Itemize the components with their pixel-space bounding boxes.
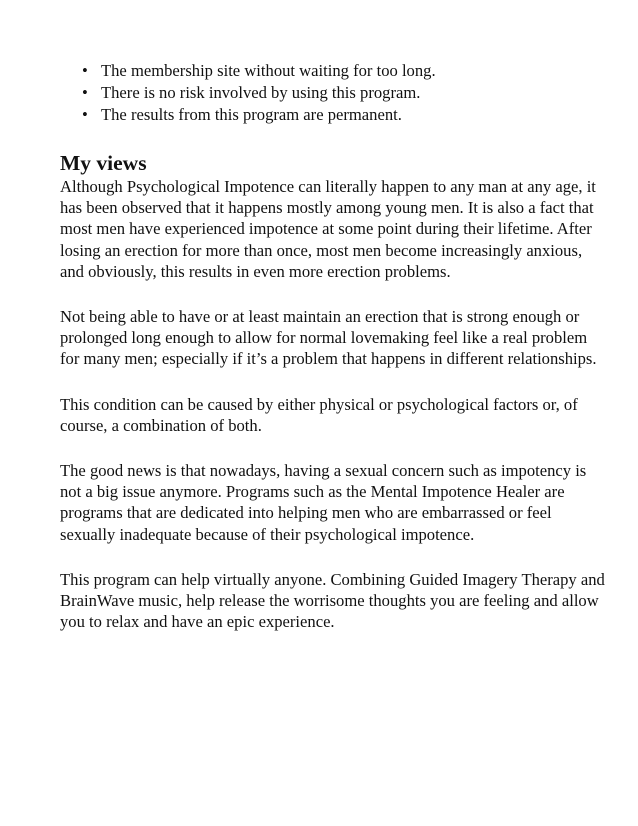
paragraph: This program can help virtually anyone. Combining Guided Imagery Therapy and BrainWave music, help release the worrisome thoughts you are feeling and allow you to relax and have an epic experience. bbox=[60, 569, 605, 632]
benefits-list bbox=[82, 60, 605, 126]
list-item: • The results from this program are permanent. bbox=[82, 104, 605, 126]
section-heading: My views bbox=[60, 151, 147, 175]
paragraph: The good news is that nowadays, having a sexual concern such as impotency is not a big issue anymore. Programs such as the Mental Impotence Healer are programs that are dedicated into helping men who are embarrassed or feel sexually inadequate because of their psychological impotence. bbox=[60, 461, 587, 544]
paragraph: Although Psychological Impotence can literally happen to any man at any age, it has been observed that it happens mostly among young men. It is also a fact that most men have experienced impotence at some point during their lifetime. After losing an erection for more than once, most men become increasingly anxious, and obviously, this results in even more erection problems. bbox=[60, 177, 596, 281]
paragraph: Not being able to have or at least maintain an erection that is strong enough or prolonged long enough to allow for normal lovemaking feel like a real problem for many men; especially if it’s a problem that happens in different relationships. bbox=[60, 307, 597, 369]
document-page bbox=[60, 60, 605, 632]
paragraph: This condition can be caused by either physical or psychological factors or, of course, a combination of both. bbox=[60, 394, 578, 435]
list-item: • The membership site without waiting for too long. bbox=[82, 60, 605, 82]
list-item: • There is no risk involved by using this program. bbox=[82, 82, 605, 104]
